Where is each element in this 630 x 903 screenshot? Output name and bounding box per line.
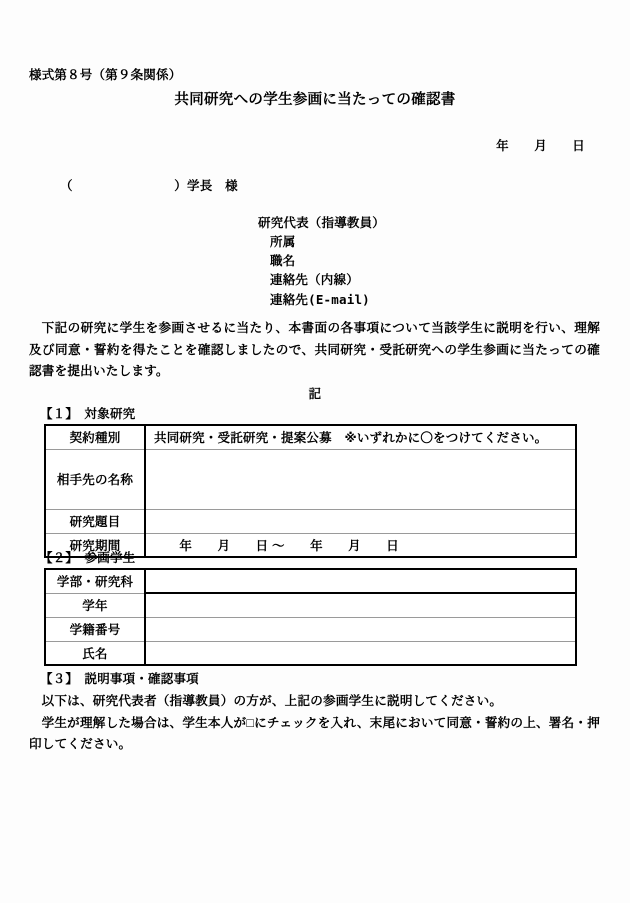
row-value-research-period[interactable]: 年 月 日 ～ 年 月 日	[145, 533, 576, 557]
row-label-partner-name: 相手先の名称	[45, 449, 145, 509]
table-row	[45, 569, 576, 593]
date-line: 年 月 日	[496, 139, 585, 153]
row-value-school-year[interactable]	[145, 593, 576, 617]
section-heading-1: 【１】 対象研究	[40, 407, 136, 421]
row-value-partner-name[interactable]	[145, 449, 576, 509]
row-value-student-name[interactable]	[145, 641, 576, 665]
row-value-research-title[interactable]	[145, 509, 576, 533]
table-row	[45, 425, 576, 449]
representative-contact-extension: 連絡先（内線）	[270, 273, 359, 287]
table-row	[45, 617, 576, 641]
row-label-school-year: 学年	[45, 593, 145, 617]
representative-affiliation: 所属	[270, 235, 296, 249]
section-heading-3: 【３】 説明事項・確認事項	[40, 672, 199, 686]
representative-job-title: 職名	[270, 254, 296, 268]
table-row	[45, 509, 576, 533]
row-label-student-id: 学籍番号	[45, 617, 145, 641]
row-label-student-name: 氏名	[45, 641, 145, 665]
recipient-line: （ ）学長 様	[60, 179, 238, 193]
section-3-paragraph-1: 以下は、研究代表者（指導教員）の方が、上記の参画学生に説明してください。	[41, 694, 503, 708]
row-value-student-id[interactable]	[145, 617, 576, 641]
row-label-faculty-graduate-school: 学部・研究科	[45, 569, 145, 593]
row-value-faculty-graduate-school[interactable]	[145, 569, 576, 593]
table-row	[45, 641, 576, 665]
row-label-research-title: 研究題目	[45, 509, 145, 533]
row-value-contract-type[interactable]: 共同研究・受託研究・提案公募 ※いずれかに〇をつけてください。	[145, 425, 576, 449]
intro-paragraph: 下記の研究に学生を参画させるに当たり、本書面の各事項について当該学生に説明を行い、理解及び同意・誓約を得たことを確認しましたので、共同研究・受託研究への学生参画に当たっての確認書を提出いたします。	[29, 321, 600, 378]
target-research-table	[44, 424, 577, 558]
table-row	[45, 593, 576, 617]
memo-marker: 記	[308, 387, 322, 401]
table-row	[45, 449, 576, 509]
form-number: 様式第８号（第９条関係）	[29, 68, 182, 82]
row-label-contract-type: 契約種別	[45, 425, 145, 449]
representative-contact-email: 連絡先(E-mail)	[270, 292, 370, 307]
research-representative-block	[258, 214, 385, 309]
section-3-body	[29, 691, 600, 756]
document-title: 共同研究への学生参画に当たっての確認書	[174, 92, 456, 108]
representative-heading: 研究代表（指導教員）	[258, 216, 386, 230]
section-heading-2: 【２】 参画学生	[40, 551, 136, 565]
row-label-research-period: 研究期間	[45, 533, 145, 557]
section-3-paragraph-2: 学生が理解した場合は、学生本人が□にチェックを入れ、末尾において同意・誓約の上、署名・押印してください。	[29, 715, 600, 751]
participating-student-table	[44, 568, 577, 666]
